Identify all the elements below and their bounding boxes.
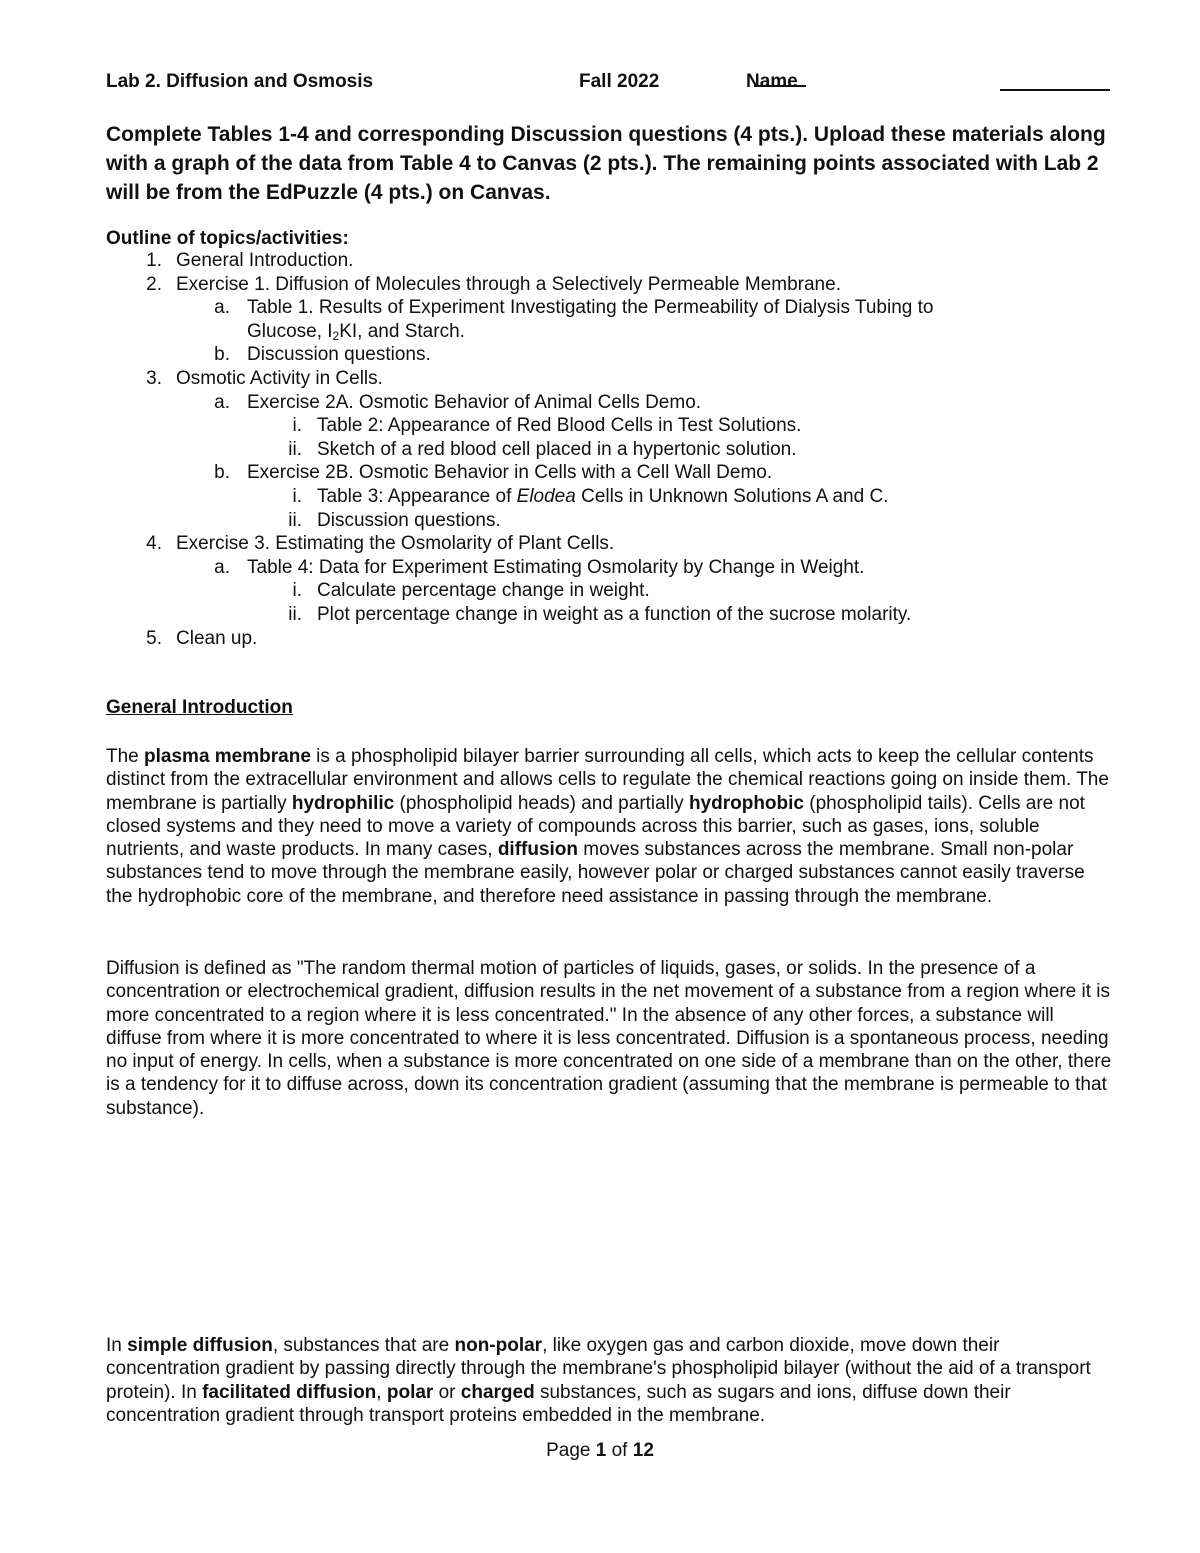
paragraph-diffusion-definition: Diffusion is defined as "The random thermal motion of particles of liquids, gases, or solids. In the presence of a concentration or electrochemical gradient, diffusion results in the net movement of a substance from a region where it is more concentrated to a region where it is less concentrated." In the absence of any other forces, a substance will diffuse from where it is more concentrated to where it is less concentrated. Diffusion is a spontaneous process, needing no input of energy. In cells, when a substance is more concentrated on one side of a membrane than on the other, there is a tendency for it to diffuse across, down its concentration gradient (assuming that the membrane is permeable to that substance).: [106, 958, 1112, 1119]
paragraph-simple-facilitated-diffusion: In simple diffusion, substances that are non-polar, like oxygen gas and carbon dioxide, move down their concentration gradient by passing directly through the membrane's phospholipid bilayer (without the aid of a transport protein). In facilitated diffusion, polar or charged substances, such as sugars and ions, diffuse down their concentration gradient through transport proteins embedded in the membrane.: [106, 1335, 1091, 1426]
section-heading-general-introduction: General Introduction: [106, 697, 293, 718]
outline-item: 2. Exercise 1. Diffusion of Molecules through a Selectively Permeable Membrane.: [146, 273, 841, 295]
page-number-footer: Page 1 of 12: [546, 1440, 654, 1461]
outline-heading: Outline of topics/activities:: [106, 228, 349, 249]
outline-item: a. Table 1. Results of Experiment Investigating the Permeability of Dialysis Tubing to: [214, 297, 934, 319]
assignment-instructions: Complete Tables 1-4 and corresponding Discussion questions (4 pts.). Upload these materials along with a graph of the data from Table 4 to Canvas (2 pts.). The remaining points associated with Lab 2 will be from the EdPuzzle (4 pts.) on Canvas.: [106, 123, 1106, 204]
outline-item: i. Calculate percentage change in weight.: [292, 580, 650, 602]
lab-title: Lab 2. Diffusion and Osmosis: [106, 71, 374, 92]
outline-item: i. Table 3: Appearance of Elodea Cells in Unknown Solutions A and C.: [292, 485, 889, 507]
name-answer-line: [1000, 71, 1110, 91]
page-header: [106, 71, 1110, 97]
outline-item-continuation: Glucose, $I_2KI$, and Starch.: [247, 320, 465, 343]
outline-item: i. Table 2: Appearance of Red Blood Cells in Test Solutions.: [292, 415, 802, 437]
outline-item: b. Discussion questions.: [214, 344, 431, 366]
outline-item: 3. Osmotic Activity in Cells.: [146, 367, 383, 389]
outline-item: a. Table 4: Data for Experiment Estimating Osmolarity by Change in Weight.: [214, 556, 865, 578]
name-blank-line: [754, 71, 806, 87]
term-label: Fall 2022: [579, 71, 660, 92]
outline-item: a. Exercise 2A. Osmotic Behavior of Animal Cells Demo.: [214, 391, 702, 413]
paragraph-plasma-membrane: The plasma membrane is a phospholipid bilayer barrier surrounding all cells, which acts to keep the cellular contents distinct from the extracellular environment and allows cells to regulate the chemical reactions going on inside them. The membrane is partially hydrophilic (phospholipid heads) and partially hydrophobic (phospholipid tails). Cells are not closed systems and they need to move a variety of compounds across this barrier, such as gases, ions, soluble nutrients, and waste products. In many cases, diffusion moves substances across the membrane. Small non-polar substances tend to move through the membrane easily, however polar or charged substances cannot easily traverse the hydrophobic core of the membrane, and therefore need assistance in passing through the membrane.: [106, 746, 1109, 907]
outline-item: 5. Clean up.: [146, 627, 258, 649]
name-label: Name: [746, 71, 798, 92]
outline-item: 1. General Introduction.: [146, 250, 354, 271]
outline-item: ii. Sketch of a red blood cell placed in a hypertonic solution.: [288, 438, 797, 460]
outline-list: [106, 249, 1106, 650]
outline-item: 4. Exercise 3. Estimating the Osmolarity of Plant Cells.: [146, 533, 615, 555]
outline-item: ii. Discussion questions.: [288, 509, 501, 531]
outline-item: b. Exercise 2B. Osmotic Behavior in Cells with a Cell Wall Demo.: [214, 462, 773, 484]
outline-item: ii. Plot percentage change in weight as a function of the sucrose molarity.: [288, 603, 912, 625]
